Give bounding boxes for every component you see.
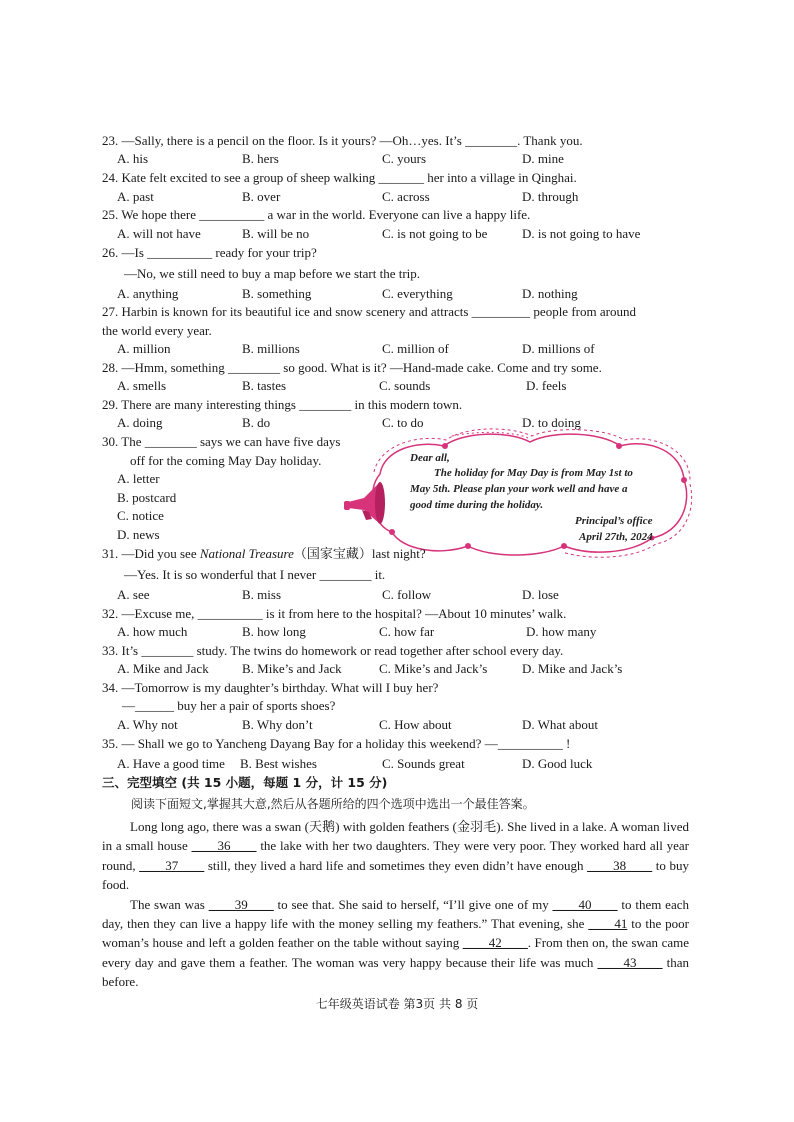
notice-date: April 27th, 2024 xyxy=(579,531,653,543)
option-c: C. follow xyxy=(382,587,432,602)
question-24: 24. Kate felt excited to see a group of sheep walking _______ her into a village in Qinghai. xyxy=(102,170,577,185)
page-footer: 七年级英语试卷 第3页 共 8 页 xyxy=(315,997,479,1011)
question-34-reply: —______ buy her a pair of sports shoes? xyxy=(122,698,336,713)
option-b: B. tastes xyxy=(242,378,287,393)
option-b: B. Why don’t xyxy=(242,717,313,732)
question-32: 32. —Excuse me, __________ is it from here to the hospital? —About 10 minutes’ walk. xyxy=(102,606,567,621)
option-a: A. Why not xyxy=(117,717,178,732)
option-a: A. anything xyxy=(117,286,179,301)
option-d: D. news xyxy=(117,527,160,542)
megaphone-icon xyxy=(344,482,385,524)
option-d: D. to doing xyxy=(522,415,581,430)
cloze-paragraph: Long long ago, there was a swan (天鹅) with golden feathers (金羽毛). She lived in a lake. A woman lived in a small house ____36____ the lake with her two daughters. They were very poor. They worked hard all year round, ____37____ still, they lived a hard life and sometimes they even didn’t have enough ____38____ to buy food. xyxy=(102,819,689,893)
decoration-dot xyxy=(465,543,471,549)
option-d: D. millions of xyxy=(522,341,595,356)
question-33: 33. It’s ________ study. The twins do homework or read together after school every day. xyxy=(102,643,564,658)
question-26-reply: —No, we still need to buy a map before we start the trip. xyxy=(124,266,421,281)
option-b: B. will be no xyxy=(242,226,310,241)
option-c: C. notice xyxy=(117,508,164,523)
notice-signature: Principal’s office xyxy=(575,515,653,527)
notice-body-line: May 5th. Please plan your work well and have a xyxy=(410,483,628,495)
option-c: C. Mike’s and Jack’s xyxy=(379,661,488,676)
blank-43: ____43____ xyxy=(597,954,663,970)
option-c: C. Sounds great xyxy=(382,756,465,771)
option-a: A. his xyxy=(117,151,149,166)
option-a: A. past xyxy=(117,189,154,204)
blank-37: ____37____ xyxy=(139,857,205,873)
blank-39: ____39____ xyxy=(208,896,274,912)
option-b: B. over xyxy=(242,189,281,204)
option-c: C. yours xyxy=(382,151,427,166)
option-b: B. millions xyxy=(242,341,300,356)
option-a: A. Mike and Jack xyxy=(117,661,209,676)
cloze-paragraph: The swan was ____39____ to see that. She said to herself, “I’ll give one of my ____40____ to them each day, then they can live a happy life with the money selling my feathers.” That evening, she ____41 to the poor woman’s house and left a golden feather on the table without saying ____42____. From then on, the swan came every day and gave them a feather. The woman was very happy because their life was much ____43____ than before. xyxy=(102,896,690,990)
question-28: 28. —Hmm, something ________ so good. What is it? —Hand-made cake. Come and try some. xyxy=(102,360,602,375)
option-b: B. something xyxy=(242,286,312,301)
blank-41: ____41 xyxy=(588,916,628,932)
option-b: B. miss xyxy=(242,587,282,602)
question-25: 25. We hope there __________ a war in the world. Everyone can live a happy life. xyxy=(102,207,531,222)
decoration-dot xyxy=(616,443,622,449)
question-23: 23. —Sally, there is a pencil on the floor. Is it yours? —Oh…yes. It’s ________. Thank you. xyxy=(102,133,583,148)
decoration-dot xyxy=(389,529,395,535)
option-c: C. million of xyxy=(382,341,449,356)
option-a: A. doing xyxy=(117,415,163,430)
option-a: A. million xyxy=(117,341,171,356)
section-instruction: 阅读下面短文,掌握其大意,然后从各题所给的四个选项中选出一个最佳答案。 xyxy=(131,797,535,811)
notice-greeting: Dear all, xyxy=(410,452,450,464)
question-30: 30. The ________ says we can have five days xyxy=(102,434,341,449)
option-d: D. through xyxy=(522,189,579,204)
option-c: C. how far xyxy=(379,624,435,639)
option-b: B. hers xyxy=(242,151,279,166)
notice-body-line: good time during the holiday. xyxy=(410,499,544,511)
option-a: A. letter xyxy=(117,471,160,486)
question-35: 35. — Shall we go to Yancheng Dayang Bay for a holiday this weekend? —__________ ! xyxy=(102,736,571,751)
decoration-dot xyxy=(442,443,448,449)
option-b: B. Mike’s and Jack xyxy=(242,661,342,676)
notice-body-line: The holiday for May Day is from May 1st to xyxy=(434,467,633,479)
cloze-passage xyxy=(102,817,689,992)
option-d: D. Good luck xyxy=(522,756,593,771)
option-c: C. sounds xyxy=(379,378,431,393)
option-b: B. how long xyxy=(242,624,306,639)
option-d: D. lose xyxy=(522,587,559,602)
option-c: C. across xyxy=(382,189,430,204)
option-c: C. How about xyxy=(379,717,452,732)
option-d: D. nothing xyxy=(522,286,578,301)
option-c: C. is not going to be xyxy=(382,226,488,241)
blank-42: ____42____ xyxy=(462,935,528,951)
option-c: C. everything xyxy=(382,286,453,301)
question-26: 26. —Is __________ ready for your trip? xyxy=(102,245,317,260)
option-d: D. What about xyxy=(522,717,598,732)
question-34: 34. —Tomorrow is my daughter’s birthday. What will I buy her? xyxy=(102,680,439,695)
section-title: 三、完型填空 (共 15 小题，每题 1 分，计 15 分) xyxy=(102,775,388,790)
option-d: D. feels xyxy=(526,378,567,393)
option-d: D. is not going to have xyxy=(522,226,641,241)
question-27-cont: the world every year. xyxy=(102,323,212,338)
option-c: C. to do xyxy=(382,415,424,430)
blank-38: ____38____ xyxy=(587,857,653,873)
option-d: D. how many xyxy=(526,624,597,639)
decoration-dot xyxy=(681,477,687,483)
blank-40: ____40____ xyxy=(552,896,618,912)
question-30-cont: off for the coming May Day holiday. xyxy=(130,453,322,468)
question-27: 27. Harbin is known for its beautiful ice and snow scenery and attracts _________ people from around xyxy=(102,304,636,319)
question-29: 29. There are many interesting things ________ in this modern town. xyxy=(102,397,463,412)
blank-36: ____36____ xyxy=(191,838,257,854)
option-a: A. will not have xyxy=(117,226,201,241)
option-a: A. see xyxy=(117,587,150,602)
option-d: D. mine xyxy=(522,151,564,166)
option-a: A. Have a good time xyxy=(117,756,225,771)
question-31: 31. —Did you see National Treasure（国家宝藏）last night? xyxy=(102,546,426,561)
option-b: B. Best wishes xyxy=(240,756,317,771)
option-a: A. smells xyxy=(117,378,167,393)
option-b: B. do xyxy=(242,415,271,430)
decoration-dot xyxy=(561,543,567,549)
option-d: D. Mike and Jack’s xyxy=(522,661,623,676)
option-b: B. postcard xyxy=(117,490,177,505)
question-31-reply: —Yes. It is so wonderful that I never ________ it. xyxy=(124,567,386,582)
option-a: A. how much xyxy=(117,624,188,639)
